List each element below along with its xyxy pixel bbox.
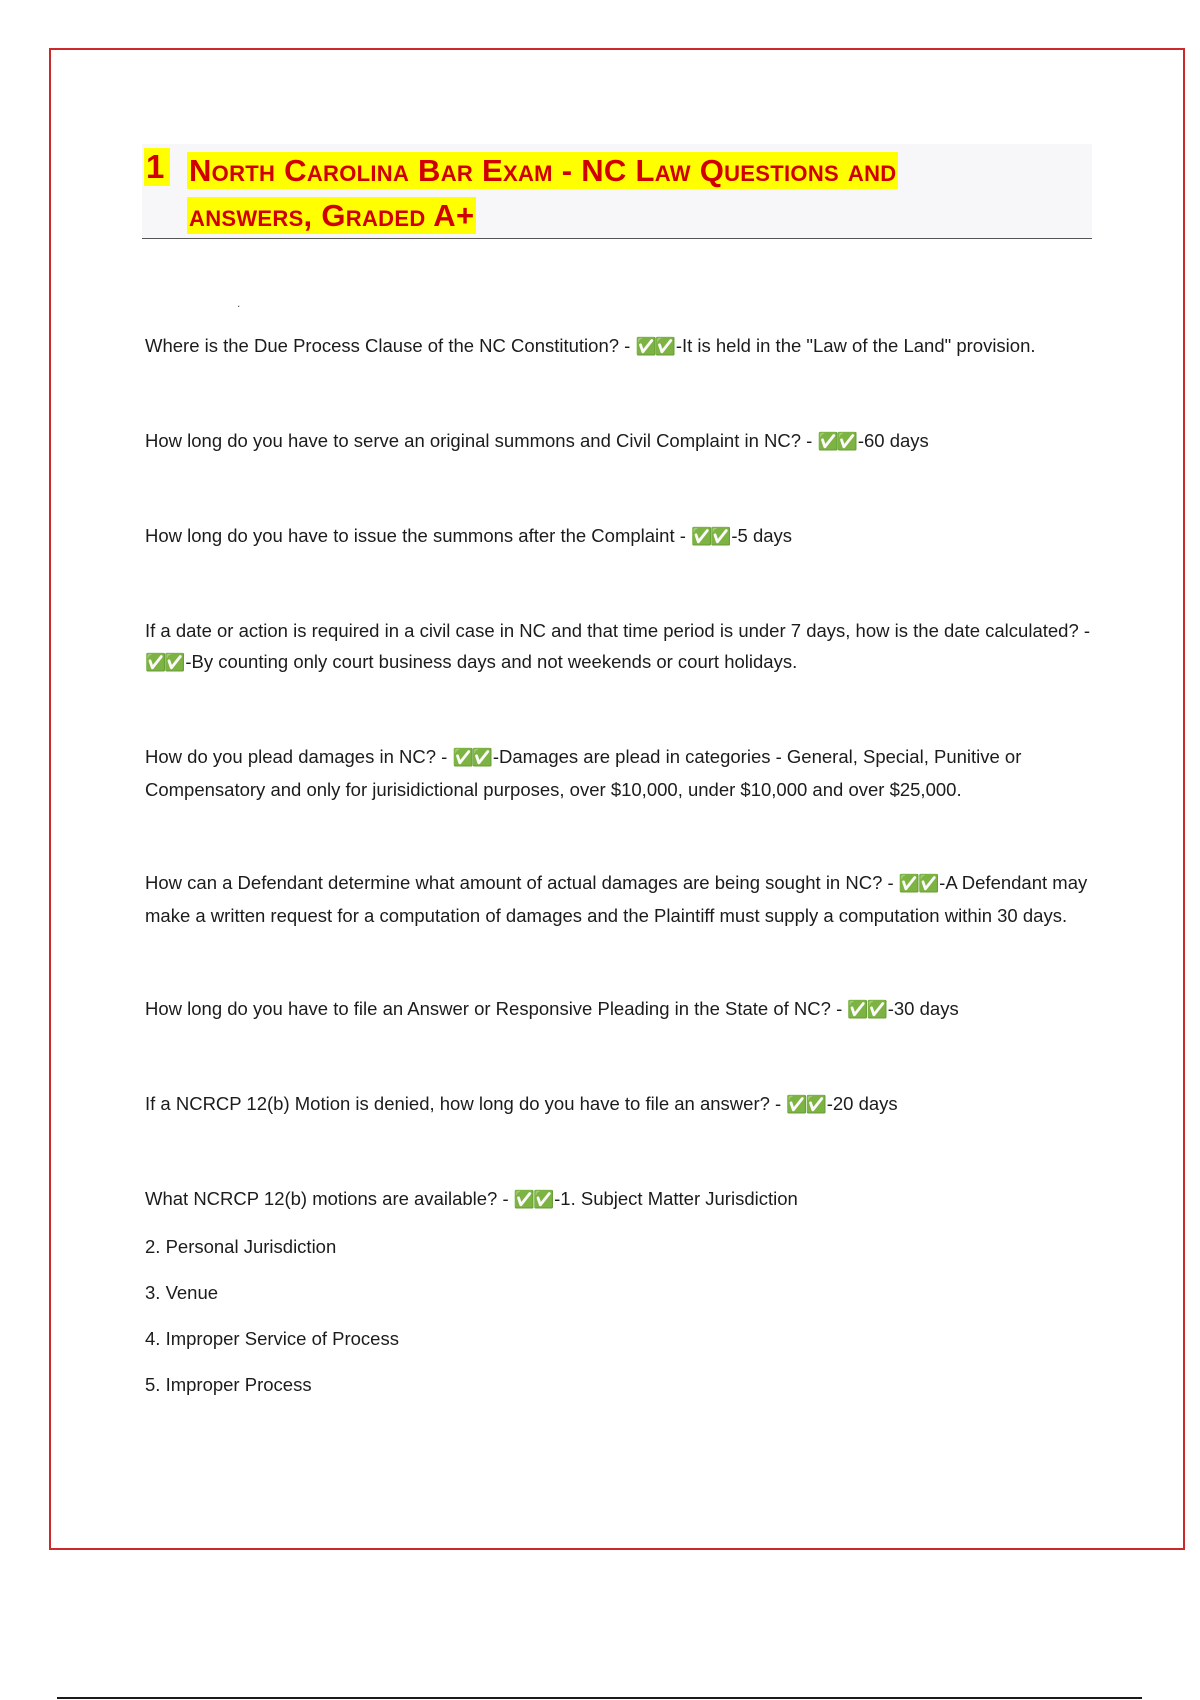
double-check-icon: ✅✅: [817, 432, 856, 452]
document-title-block: [142, 144, 1092, 239]
answer-text: -30 days: [887, 998, 959, 1019]
double-check-icon: ✅✅: [898, 874, 938, 894]
double-check-icon: ✅✅: [786, 1095, 825, 1115]
qa-item: [145, 1183, 1095, 1216]
question-text: How do you plead damages in NC? -: [145, 746, 453, 767]
answer-text: -By counting only court business days and not weekends or court holidays.: [185, 651, 798, 672]
motion-list-item: 3. Venue: [145, 1282, 219, 1303]
question-text: How long do you have to issue the summons after the Complaint -: [145, 525, 692, 546]
qa-list: [145, 330, 1095, 1415]
motion-list-item: 4. Improper Service of Process: [145, 1328, 399, 1349]
bottom-divider: [57, 1697, 1142, 1699]
double-check-icon: ✅✅: [691, 527, 730, 547]
question-text: What NCRCP 12(b) motions are available? -: [145, 1188, 514, 1209]
double-check-icon: ✅✅: [513, 1190, 553, 1210]
answer-text: -5 days: [731, 525, 793, 546]
stray-mark: .: [237, 296, 241, 310]
title-line-1: North Carolina Bar Exam - NC Law Questions and: [189, 153, 897, 188]
question-text: How long do you have to serve an original summons and Civil Complaint in NC? -: [145, 430, 818, 451]
answer-text: -A Defendant may make a written request for a computation of damages and the Plaintiff must supply a computation within 30 days.: [145, 872, 1088, 926]
answer-text: -Damages are plead in categories - General, Special, Punitive or Compensatory and only for jurisidictional purposes, over $10,000, under $10,000 and over $25,000.: [145, 746, 1022, 800]
heading-number: 1: [144, 148, 170, 186]
question-text: If a NCRCP 12(b) Motion is denied, how long do you have to file an answer? -: [145, 1093, 787, 1114]
qa-item: [145, 330, 1095, 363]
double-check-icon: ✅✅: [145, 653, 184, 673]
qa-item: [145, 520, 1095, 553]
qa-item: [145, 867, 1095, 931]
answer-text: -60 days: [857, 430, 929, 451]
qa-item: [145, 993, 1095, 1026]
answer-text: -It is held in the "Law of the Land" provision.: [675, 335, 1036, 356]
question-text: If a date or action is required in a civil case in NC and that time period is under 7 days, how is the date calculated? -: [145, 620, 1091, 641]
question-text: How can a Defendant determine what amount of actual damages are being sought in NC? -: [145, 872, 899, 893]
question-text: How long do you have to file an Answer or Responsive Pleading in the State of NC? -: [145, 998, 848, 1019]
qa-item: [145, 425, 1095, 458]
qa-item: [145, 741, 1095, 805]
qa-item: [145, 1088, 1095, 1121]
title-line-2: answers, Graded A+: [189, 198, 475, 233]
document-title: [187, 148, 1067, 238]
motion-list-item: 5. Improper Process: [145, 1374, 312, 1395]
qa-item: [145, 615, 1095, 679]
question-text: Where is the Due Process Clause of the NC Constitution? -: [145, 335, 636, 356]
double-check-icon: ✅✅: [635, 337, 674, 357]
double-check-icon: ✅✅: [847, 1000, 886, 1020]
double-check-icon: ✅✅: [452, 748, 491, 768]
motion-list-item: 2. Personal Jurisdiction: [145, 1236, 337, 1257]
answer-text: -1. Subject Matter Jurisdiction: [554, 1188, 798, 1209]
answer-text: -20 days: [826, 1093, 898, 1114]
